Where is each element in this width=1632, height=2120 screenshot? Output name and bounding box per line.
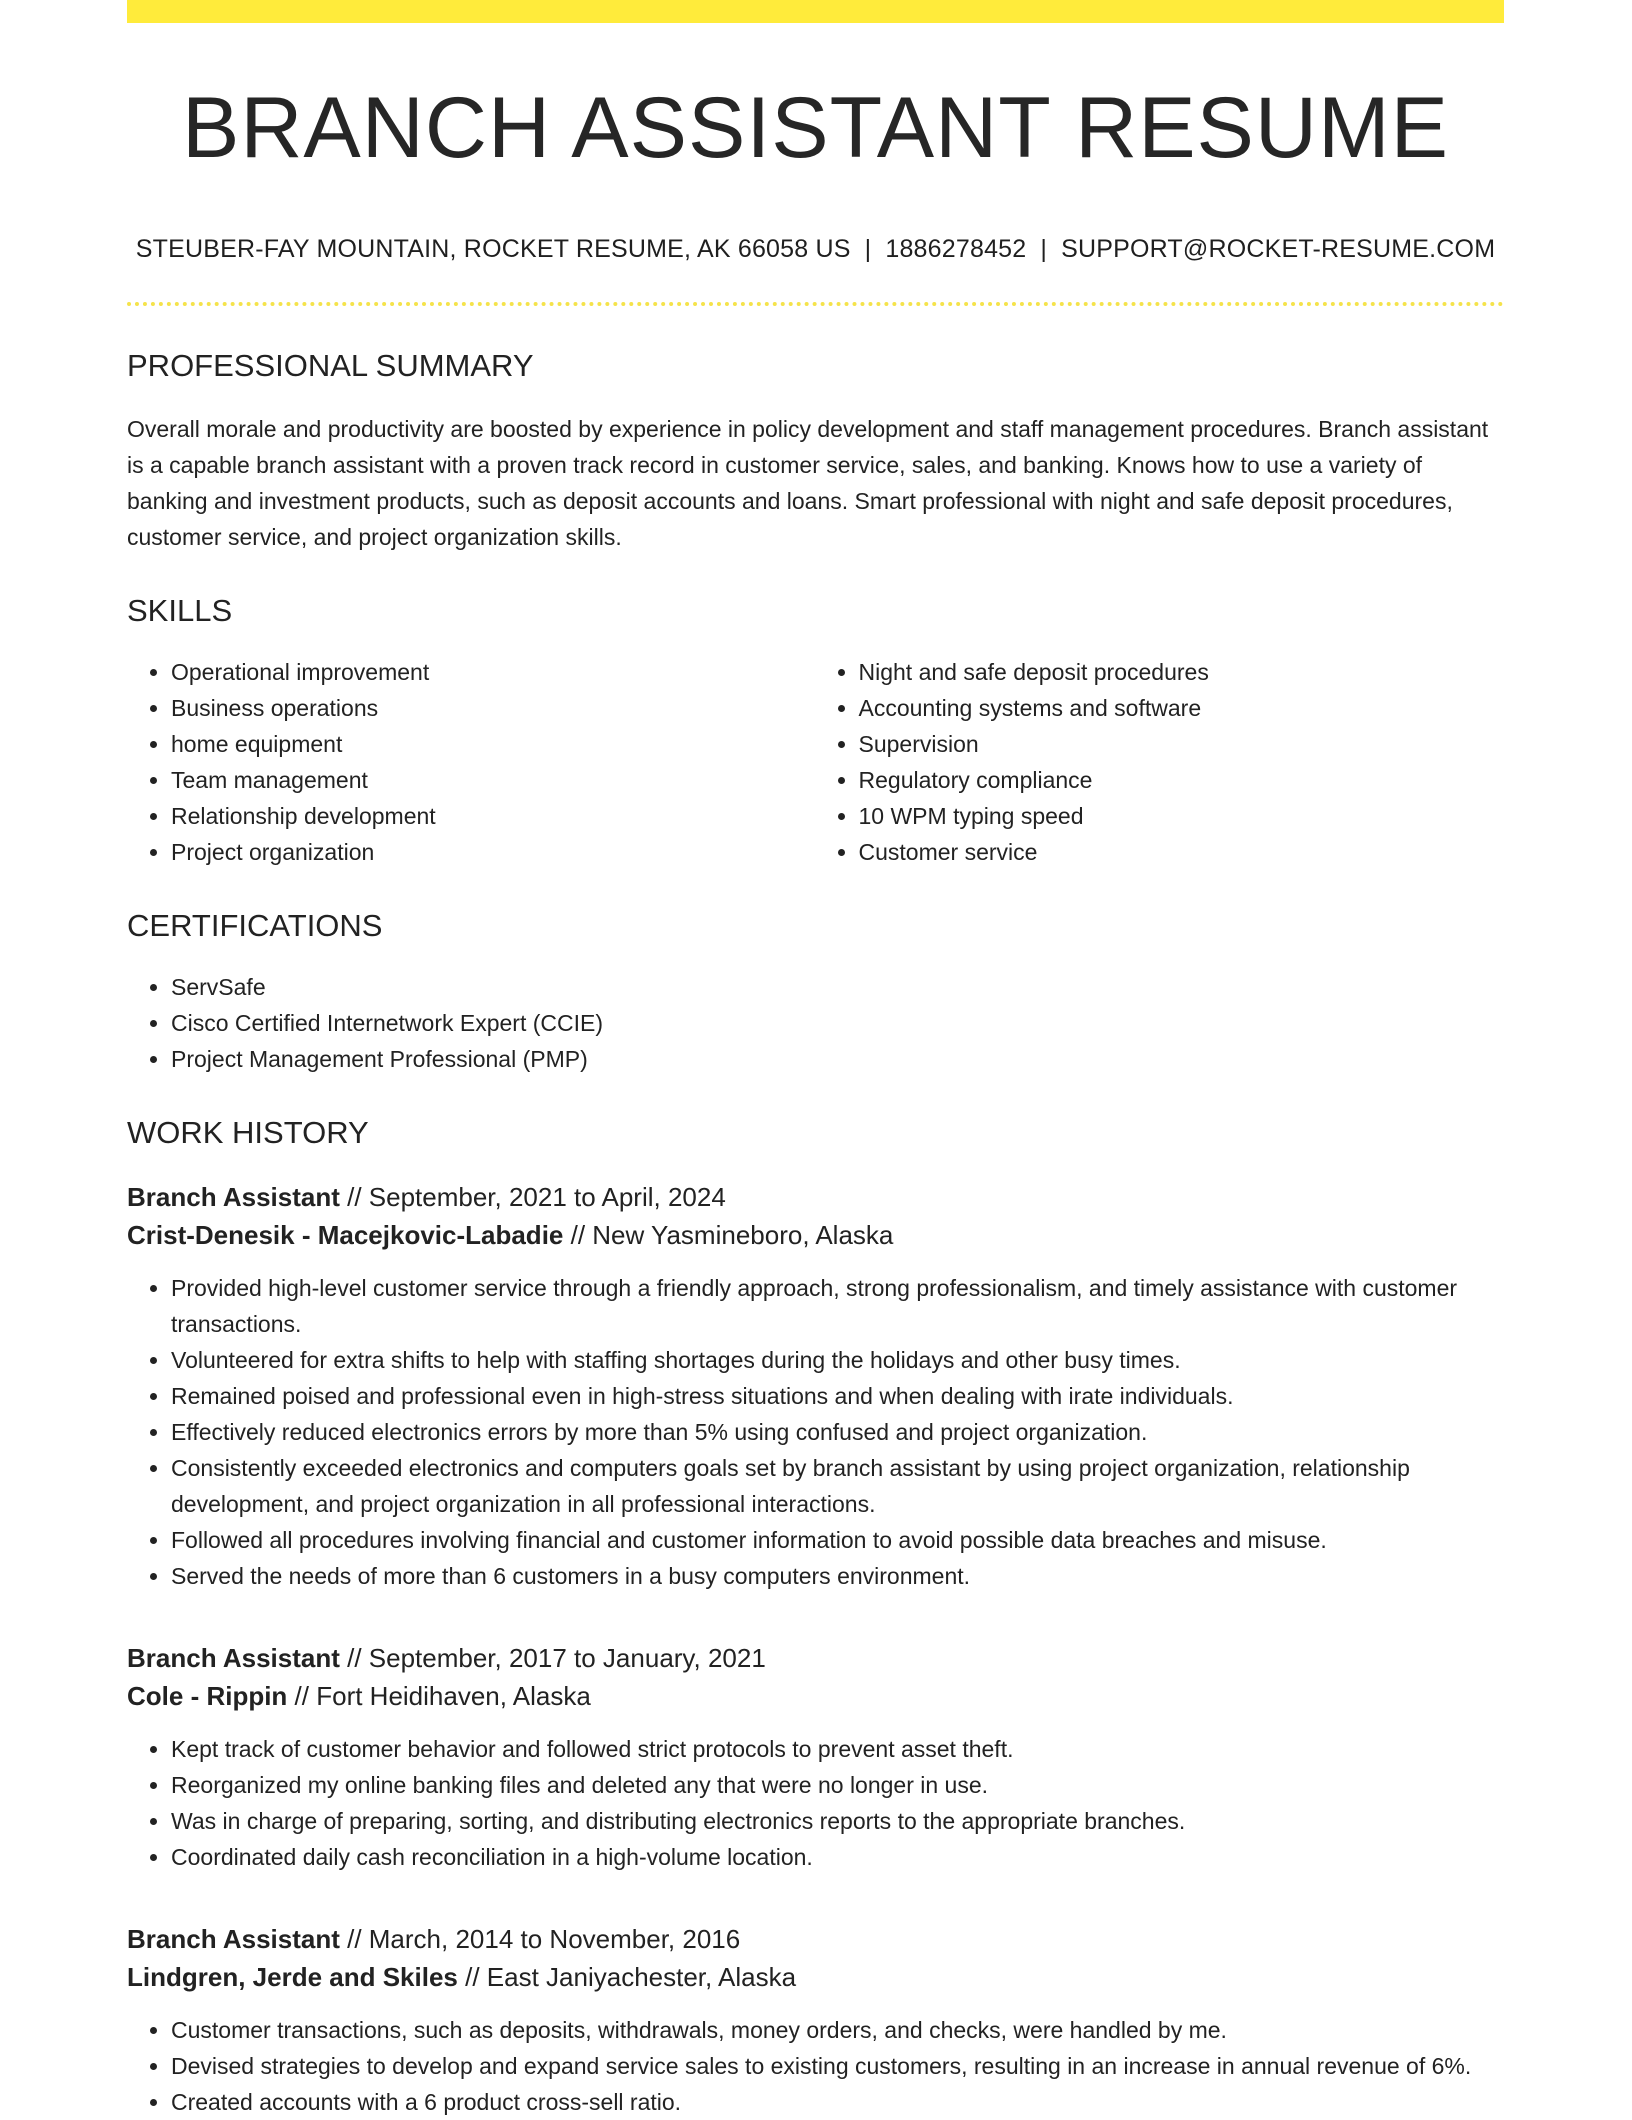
skill-item: • 10 WPM typing speed [859,798,1504,834]
job-bullet: • Followed all procedures involving financial and customer information to avoid possible data breaches and misuse. [171,1522,1504,1558]
job-bullets [127,1270,1504,1594]
skills-left-list [127,654,816,870]
job-bullet: • Coordinated daily cash reconciliation in a high-volume location. [171,1839,1504,1875]
job-bullet: • Customer transactions, such as deposits, withdrawals, money orders, and checks, were handled by me. [171,2012,1504,2048]
job-dates: // September, 2017 to January, 2021 [339,1643,766,1673]
job-title-line [127,1639,1504,1677]
job-company: Cole - Rippin [127,1681,288,1711]
job-title-line [127,1178,1504,1216]
job-bullet: • Kept track of customer behavior and followed strict protocols to prevent asset theft. [171,1731,1504,1767]
job-bullet: • Effectively reduced electronics errors by more than 5% using confused and project organization. [171,1414,1504,1450]
skill-item: • Project organization [171,834,816,870]
work-history-heading: WORK HISTORY [127,1115,369,1150]
skill-item: • Regulatory compliance [859,762,1504,798]
job-bullets [127,1731,1504,1875]
job-entry [127,1178,1504,1594]
job-bullet: • Volunteered for extra shifts to help with staffing shortages during the holidays and other busy times. [171,1342,1504,1378]
summary-section [127,350,1504,555]
job-title: Branch Assistant [127,1643,340,1673]
work-history-section [127,1117,1504,2120]
job-bullet: • Remained poised and professional even in high-stress situations and when dealing with irate individuals. [171,1378,1504,1414]
job-bullet: • Consistently exceeded electronics and computers goals set by branch assistant by using project organization, relationship development, and project organization in all professional interactions. [171,1450,1504,1522]
job-title: Branch Assistant [127,1182,340,1212]
certifications-section [127,910,1504,1077]
skill-item: • Supervision [859,726,1504,762]
resume-page [127,0,1504,2120]
certifications-heading: CERTIFICATIONS [127,908,383,943]
job-company: Lindgren, Jerde and Skiles [127,1962,458,1992]
certification-item: • Project Management Professional (PMP) [171,1041,1504,1077]
dotted-divider [127,302,1504,306]
certifications-list [127,969,1504,1077]
skill-item: • Night and safe deposit procedures [859,654,1504,690]
job-bullet: • Devised strategies to develop and expand service sales to existing customers, resulting in an increase in annual revenue of 6%. [171,2048,1504,2084]
contact-address: STEUBER-FAY MOUNTAIN, ROCKET RESUME, AK 66058 US [135,235,851,263]
contact-phone: 1886278452 [885,235,1027,263]
job-bullet: • Served the needs of more than 6 customers in a busy computers environment. [171,1558,1504,1594]
top-accent-bar [127,0,1504,23]
summary-text: Overall morale and productivity are boosted by experience in policy development and staff management procedures. Branch assistant is a capable branch assistant with a proven track record in customer service, sales, and banking. Knows how to use a variety of banking and investment products, such as deposit accounts and loans. Smart professional with night and safe deposit procedures, customer service, and project organization skills. [127,416,1489,550]
job-bullet: • Provided high-level customer service through a friendly approach, strong professionalism, and timely assistance with customer transactions. [171,1270,1504,1342]
skills-section [127,595,1504,870]
skills-columns [127,654,1504,870]
page-title: BRANCH ASSISTANT RESUME [181,80,1450,176]
certification-item: • ServSafe [171,969,1504,1005]
job-company: Crist-Denesik - Macejkovic-Labadie [127,1220,564,1250]
job-bullet: • Created accounts with a 6 product cross-sell ratio. [171,2084,1504,2120]
summary-heading: PROFESSIONAL SUMMARY [127,348,534,383]
job-location: // Fort Heidihaven, Alaska [287,1681,591,1711]
skills-heading: SKILLS [127,593,233,628]
contact-email: SUPPORT@ROCKET-RESUME.COM [1061,235,1496,263]
job-title-line [127,1920,1504,1958]
skill-item: • home equipment [171,726,816,762]
skill-item: • Relationship development [171,798,816,834]
job-bullet: • Reorganized my online banking files and deleted any that were no longer in use. [171,1767,1504,1803]
job-title: Branch Assistant [127,1924,340,1954]
skill-item: • Team management [171,762,816,798]
skills-right-list [815,654,1504,870]
job-location: // New Yasmineboro, Alaska [563,1220,894,1250]
job-entry [127,1639,1504,1875]
job-bullet: • Was in charge of preparing, sorting, and distributing electronics reports to the appropriate branches. [171,1803,1504,1839]
skill-item: • Operational improvement [171,654,816,690]
job-company-line [127,1958,1504,1996]
contact-line [127,235,1504,264]
skill-item: • Customer service [859,834,1504,870]
job-company-line [127,1216,1504,1254]
job-bullets [127,2012,1504,2120]
job-entry [127,1920,1504,2120]
contact-separator: | [864,235,872,263]
job-dates: // September, 2021 to April, 2024 [339,1182,726,1212]
skill-item: • Business operations [171,690,816,726]
skill-item: • Accounting systems and software [859,690,1504,726]
job-dates: // March, 2014 to November, 2016 [339,1924,741,1954]
contact-separator: | [1040,235,1048,263]
certification-item: • Cisco Certified Internetwork Expert (CCIE) [171,1005,1504,1041]
job-location: // East Janiyachester, Alaska [457,1962,797,1992]
job-company-line [127,1677,1504,1715]
